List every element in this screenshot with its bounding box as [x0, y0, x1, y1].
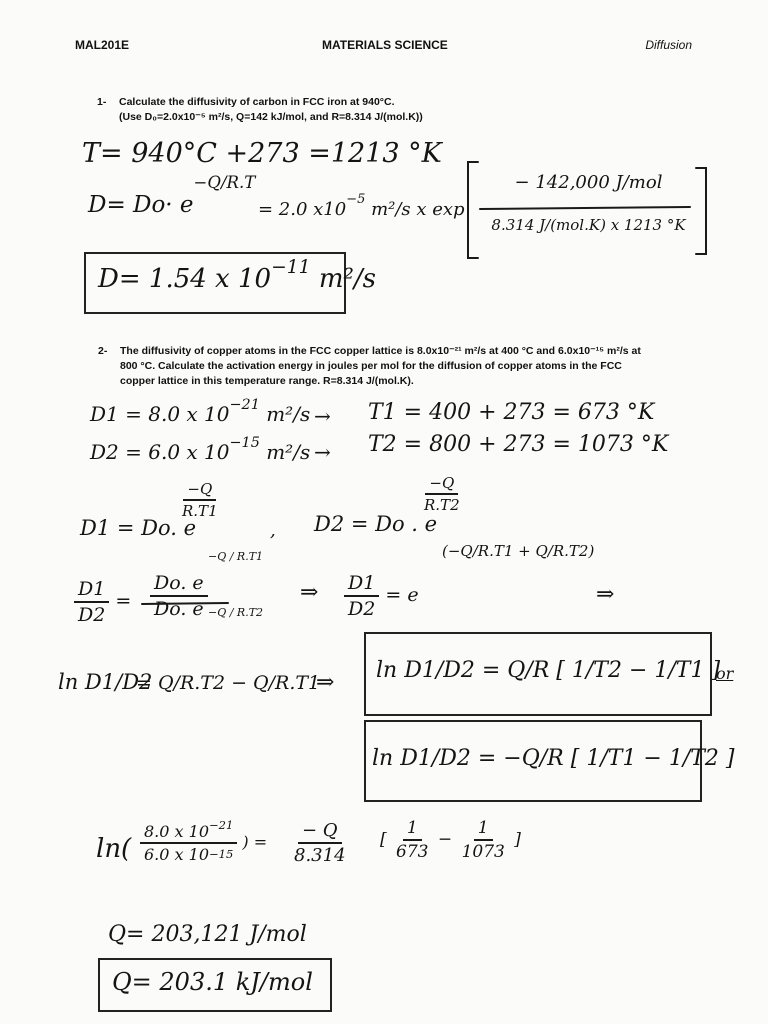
substitution-lhs: $\frac{8.0 x 10^{-21}}{6.0 x 10-15}$ ) =: [140, 822, 267, 864]
d1-equation: D1 = Do. e: [80, 516, 197, 540]
t1-given: T1 = 400 + 273 = 673 °K: [368, 400, 655, 425]
bracket-denominator: 8.314 J/(mol.K) x 1213 °K: [491, 216, 686, 234]
double-arrow: ⇒: [316, 670, 335, 695]
left-bracket: [468, 162, 478, 258]
question-line: The diffusivity of copper atoms in the FCC copper lattice is 8.0x10⁻²¹ m²/s at 400 °C and 6.0x10⁻¹⁵ m²/s at: [120, 345, 641, 357]
answer-text: D= 1.54 x 10: [98, 264, 272, 294]
exponent-denominator: R.T1: [182, 502, 218, 520]
question-line: (Use D₀=2.0x10⁻⁵ m²/s, Q=142 kJ/mol, and R=8.314 J/(mol.K)): [119, 111, 423, 123]
right-bracket: [696, 168, 706, 254]
equation-text: = e: [385, 584, 419, 606]
d2-equation: D2 = Do . e: [314, 512, 438, 536]
rhs-denominator: 8.314: [294, 845, 346, 866]
question-line: Calculate the diffusivity of carbon in FCC iron at 940°C.: [119, 96, 395, 108]
answer-2: Q= 203.1 kJ/mol: [112, 968, 313, 996]
equation-text: D1 = 8.0 x 10: [90, 402, 230, 426]
ratio-denominator: D2: [348, 598, 376, 620]
topic-label: Diffusion: [645, 38, 692, 52]
ratio-numerator: D1: [74, 578, 109, 603]
ratio-lhs: $\frac{D1}{D2}$ =: [74, 578, 131, 626]
substitution-bracket: [ $\frac{1}{673}$ − $\frac{1}{1073}$ ]: [380, 818, 521, 862]
fraction-bar: [142, 603, 228, 604]
arrow: →: [314, 404, 331, 428]
exponent: −Q / R.T2: [208, 606, 264, 619]
bracket-term-num: 1: [403, 818, 422, 841]
fraction-bar: [480, 207, 690, 209]
q-value-line: Q= 203,121 J/mol: [108, 922, 307, 947]
exponent: −Q / R.T1: [208, 550, 264, 563]
answer-unit: m²/s: [318, 264, 376, 294]
exponent-numerator: −Q: [425, 474, 458, 495]
bracket-numerator: − 142,000 J/mol: [514, 172, 663, 193]
double-arrow: ⇒: [596, 582, 615, 607]
equation-text: D= Do· e: [88, 192, 194, 218]
equation-text: m²/s x exp: [371, 199, 465, 220]
value: 8.0 x 10: [144, 822, 209, 841]
course-code: MAL201E: [75, 38, 130, 52]
equation-text: = 2.0 x10: [258, 199, 347, 220]
exponent: −Q/R.T: [193, 173, 256, 192]
exponent: −5: [346, 192, 366, 207]
temperature-line: T= 940°C +273 =1213 °K: [82, 138, 442, 169]
equation-text: D2 = 6.0 x 10: [90, 440, 230, 464]
ratio-numerator: D1: [344, 572, 379, 597]
double-arrow: ⇒: [300, 580, 319, 605]
value: 6.0 x 10: [144, 845, 209, 864]
question-number: 2-: [98, 345, 108, 357]
t2-given: T2 = 800 + 273 = 1073 °K: [368, 432, 669, 457]
exponent-denominator: R.T2: [424, 496, 460, 514]
ratio-denominator: D2: [78, 604, 106, 626]
bracket-term-den: 673: [396, 842, 429, 862]
result-formula-1: ln D1/D2 = Q/R [ 1/T2 − 1/T1 ]: [376, 658, 721, 683]
rhs-numerator: − Q: [298, 820, 342, 844]
exponent: −15: [229, 435, 260, 451]
exponent: −21: [209, 818, 234, 832]
separator-comma: ,: [270, 520, 276, 541]
exponent: −11: [271, 257, 311, 278]
question-line: copper lattice in this temperature range. R=8.314 J/(mol.K).: [120, 375, 414, 387]
question-number: 1-: [97, 96, 107, 108]
question-line: 800 °C. Calculate the activation energy in joules per mol for the diffusion of copper atoms in the FCC: [120, 360, 622, 372]
or-label: or: [716, 664, 734, 683]
bracket-term-num: 1: [474, 818, 493, 841]
arrow: →: [314, 440, 331, 464]
ln-lhs: ln D1/D2: [58, 670, 153, 694]
ln-label: ln(: [96, 834, 132, 864]
bracket-term-den: 1073: [461, 842, 505, 862]
unit: m²/s: [266, 440, 311, 464]
exponent: −21: [229, 397, 260, 413]
ln-rhs: = Q/R.T2 − Q/R.T1: [136, 672, 321, 694]
exponent: −15: [209, 847, 234, 861]
page-title: MATERIALS SCIENCE: [322, 38, 448, 52]
unit: m²/s: [266, 402, 311, 426]
exponent-numerator: −Q: [183, 480, 216, 501]
exponent: (−Q/R.T1 + Q/R.T2): [442, 542, 595, 560]
ratio-rhs-denominator: Do. e: [154, 598, 204, 620]
result-formula-2: ln D1/D2 = −Q/R [ 1/T1 − 1/T2 ]: [372, 746, 735, 771]
ratio-rhs-numerator: Do. e: [150, 572, 208, 597]
